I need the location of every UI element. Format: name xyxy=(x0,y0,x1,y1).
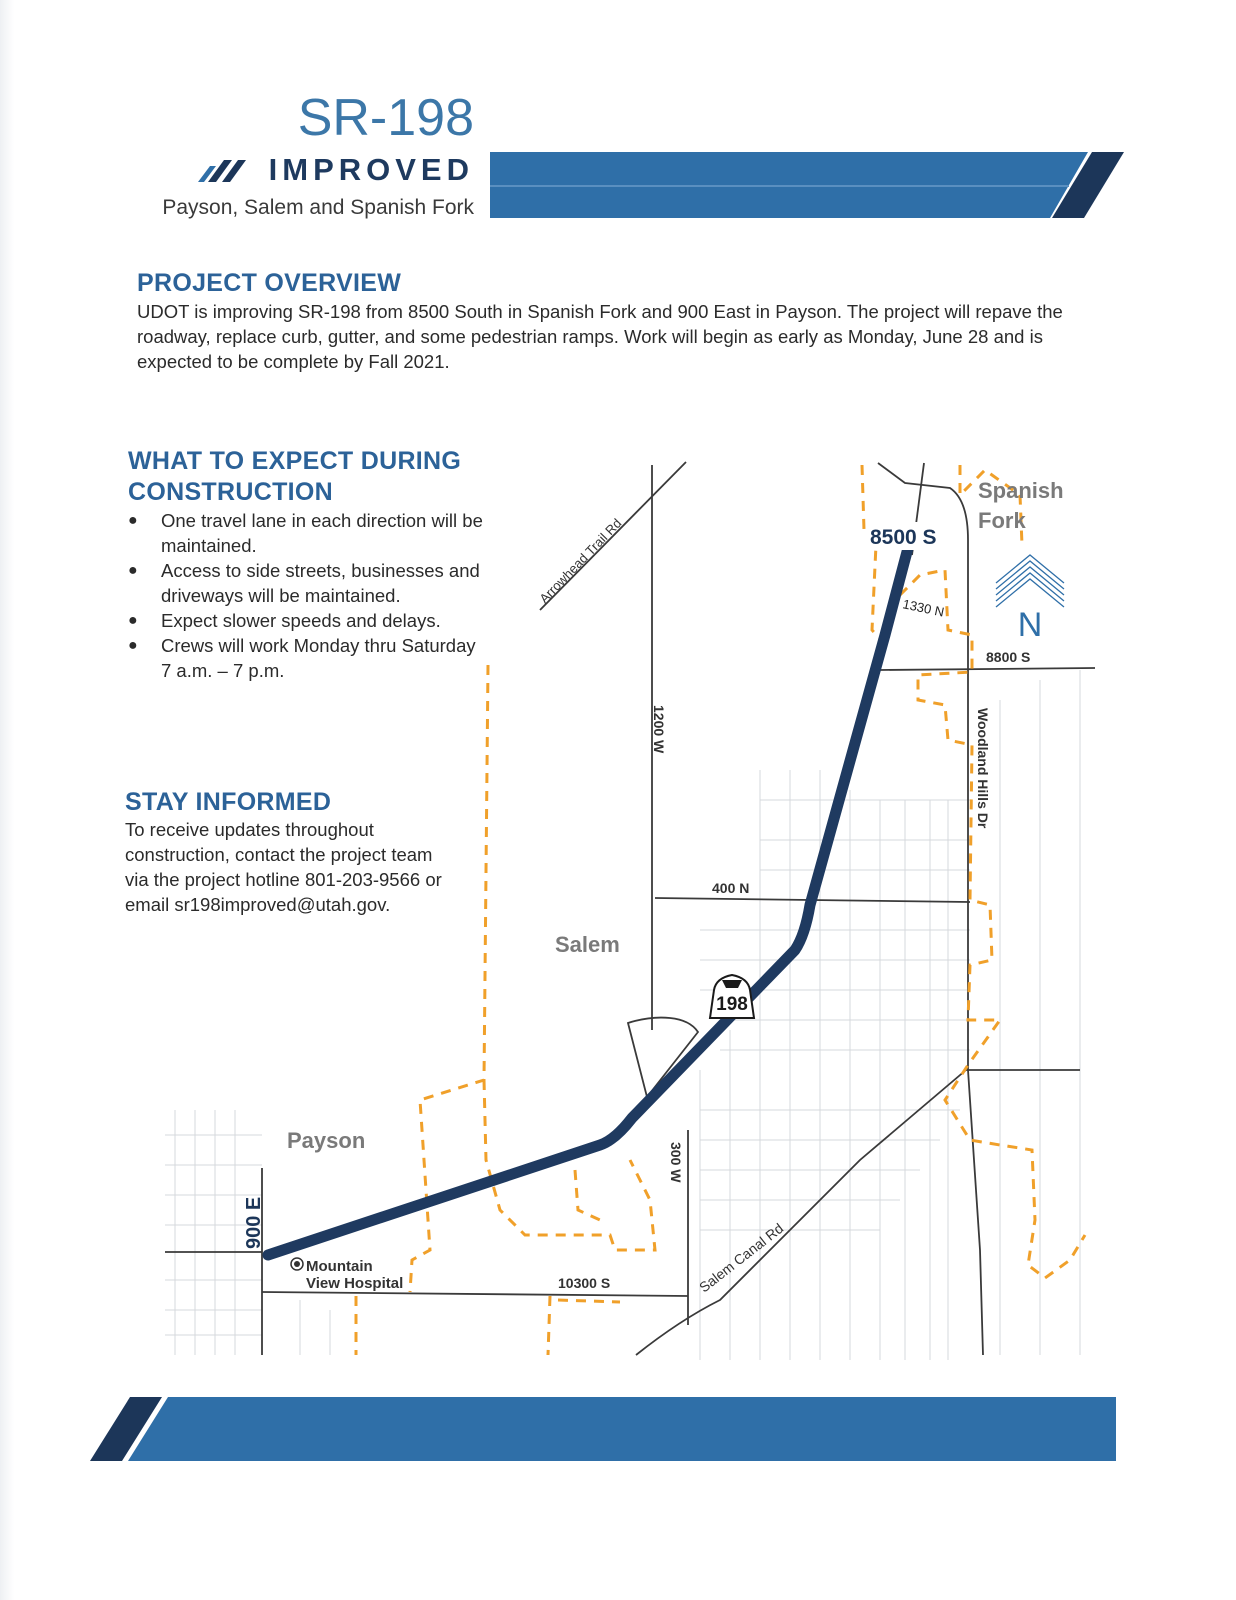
city-label-spanish-fork-line: Spanish xyxy=(978,478,1064,503)
footer-banner xyxy=(90,1395,1120,1465)
road-label-8800s: 8800 S xyxy=(986,649,1031,665)
road-label-woodland-hills: Woodland Hills Dr xyxy=(975,708,991,829)
list-item: ● One travel lane in each direction will be maintained. xyxy=(128,510,483,556)
roads xyxy=(165,462,1095,1355)
road-label-salem-canal: Salem Canal Rd xyxy=(695,1219,787,1296)
list-item: ● Expect slower speeds and delays. xyxy=(128,610,441,631)
road-label-10300s: 10300 S xyxy=(558,1275,611,1291)
city-boundaries xyxy=(356,465,1085,1355)
road-label-900e: 900 E xyxy=(243,1196,265,1249)
location-subtitle: Payson, Salem and Spanish Fork xyxy=(162,196,474,219)
road-label-300w: 300 W xyxy=(668,1142,684,1183)
city-label-salem: Salem xyxy=(555,932,620,957)
road-label-8500s: 8500 S xyxy=(870,526,937,549)
page-title: SR-198 xyxy=(297,89,474,147)
north-arrow-icon xyxy=(996,555,1064,607)
city-label-spanish-fork-line: Fork xyxy=(978,508,1026,533)
overview-heading: PROJECT OVERVIEW xyxy=(137,269,402,297)
street-grid xyxy=(165,670,1080,1360)
hospital-label-line1: Mountain xyxy=(306,1258,373,1275)
north-label: N xyxy=(1017,606,1043,644)
expect-heading: WHAT TO EXPECT DURING CONSTRUCTION xyxy=(128,447,462,506)
road-label-arrowhead: Arrowhead Trail Rd xyxy=(536,515,625,607)
route-shield-label: 198 xyxy=(716,994,748,1015)
road-label-400n: 400 N xyxy=(712,880,750,896)
stay-informed-heading: STAY INFORMED xyxy=(125,788,332,816)
road-label-1330n: 1330 N xyxy=(901,596,946,620)
list-item: ● Crews will work Monday thru Saturday 7 a.m. – 7 p.m. xyxy=(128,635,476,681)
road-label-1200w: 1200 W xyxy=(651,705,667,754)
hospital-label-line2: View Hospital xyxy=(306,1275,404,1292)
improved-word: IMPROVED xyxy=(268,152,474,187)
list-item: ● Access to side streets, businesses and driveways will be maintained. xyxy=(128,560,480,606)
stay-informed-text: To receive updates throughout construction, contact the project team via the project hotline 801-203-9566 or email sr198improved@utah.gov. xyxy=(125,819,442,915)
city-label-spanish-fork xyxy=(978,478,1064,533)
overview-text: UDOT is improving SR-198 from 8500 South in Spanish Fork and 900 East in Payson. The project will repave the roadway, replace curb, gutter, and some pedestrian ramps. Work will begin as early as Monday, June 28 and is expected to be complete by Fall 2021. xyxy=(137,301,1063,372)
city-label-payson: Payson xyxy=(287,1128,366,1153)
